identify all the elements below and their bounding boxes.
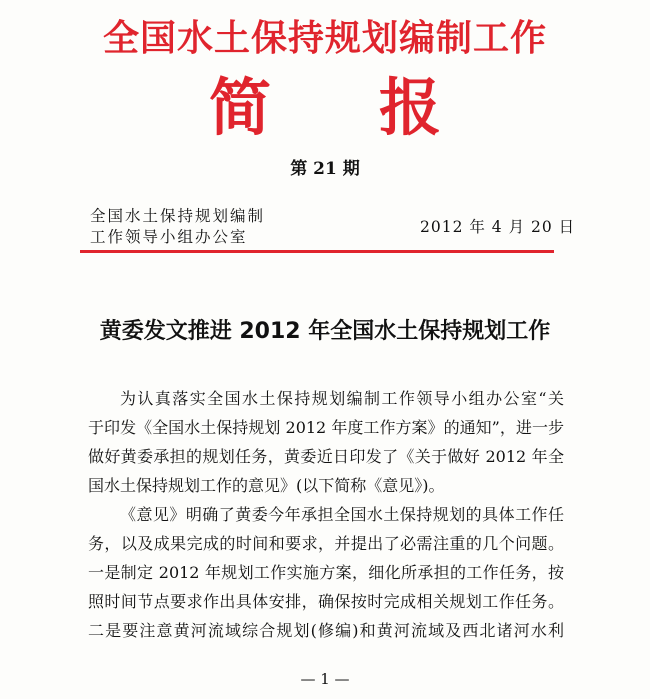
brief-title-char-1: 简: [208, 71, 271, 144]
office-line-1: 全国水土保持规划编制: [90, 207, 266, 225]
body-line: 国水土保持规划工作的意见》(以下简称《意见》)。: [88, 476, 445, 495]
page-number: — 1 —: [300, 670, 350, 688]
article-headline: 黄委发文推进 2012 年全国水土保持规划工作: [99, 319, 551, 344]
red-divider: [80, 250, 554, 253]
article-body: [88, 384, 564, 645]
issue-date: 2012 年 4 月 20 日: [420, 218, 576, 236]
body-line: 于印发《全国水土保持规划 2012 年度工作方案》的通知”，进一步: [88, 418, 564, 437]
body-line: 二是要注意黄河流域综合规划(修编)和黄河流域及西北诸河水利: [88, 621, 564, 640]
body-line: 务，以及成果完成的时间和要求，并提出了必需注重的几个问题。: [88, 534, 564, 553]
issue-number: 第 21 期: [290, 159, 360, 179]
brief-title: [0, 58, 650, 147]
body-line: 为认真落实全国水土保持规划编制工作领导小组办公室“关: [120, 389, 564, 408]
brief-title-char-2: 报: [379, 71, 442, 144]
body-line: 一是制定 2012 年规划工作实施方案，细化所承担的工作任务，按: [88, 563, 564, 582]
issuing-office: [90, 206, 265, 248]
office-line-2: 工作领导小组办公室: [90, 228, 248, 246]
body-line: 做好黄委承担的规划任务，黄委近日印发了《关于做好 2012 年全: [88, 447, 564, 466]
body-line: 《意见》明确了黄委今年承担全国水土保持规划的具体工作任: [120, 505, 564, 524]
org-title: 全国水土保持规划编制工作: [102, 18, 547, 59]
body-line: 照时间节点要求作出具体安排，确保按时完成相关规划工作任务。: [88, 592, 564, 611]
